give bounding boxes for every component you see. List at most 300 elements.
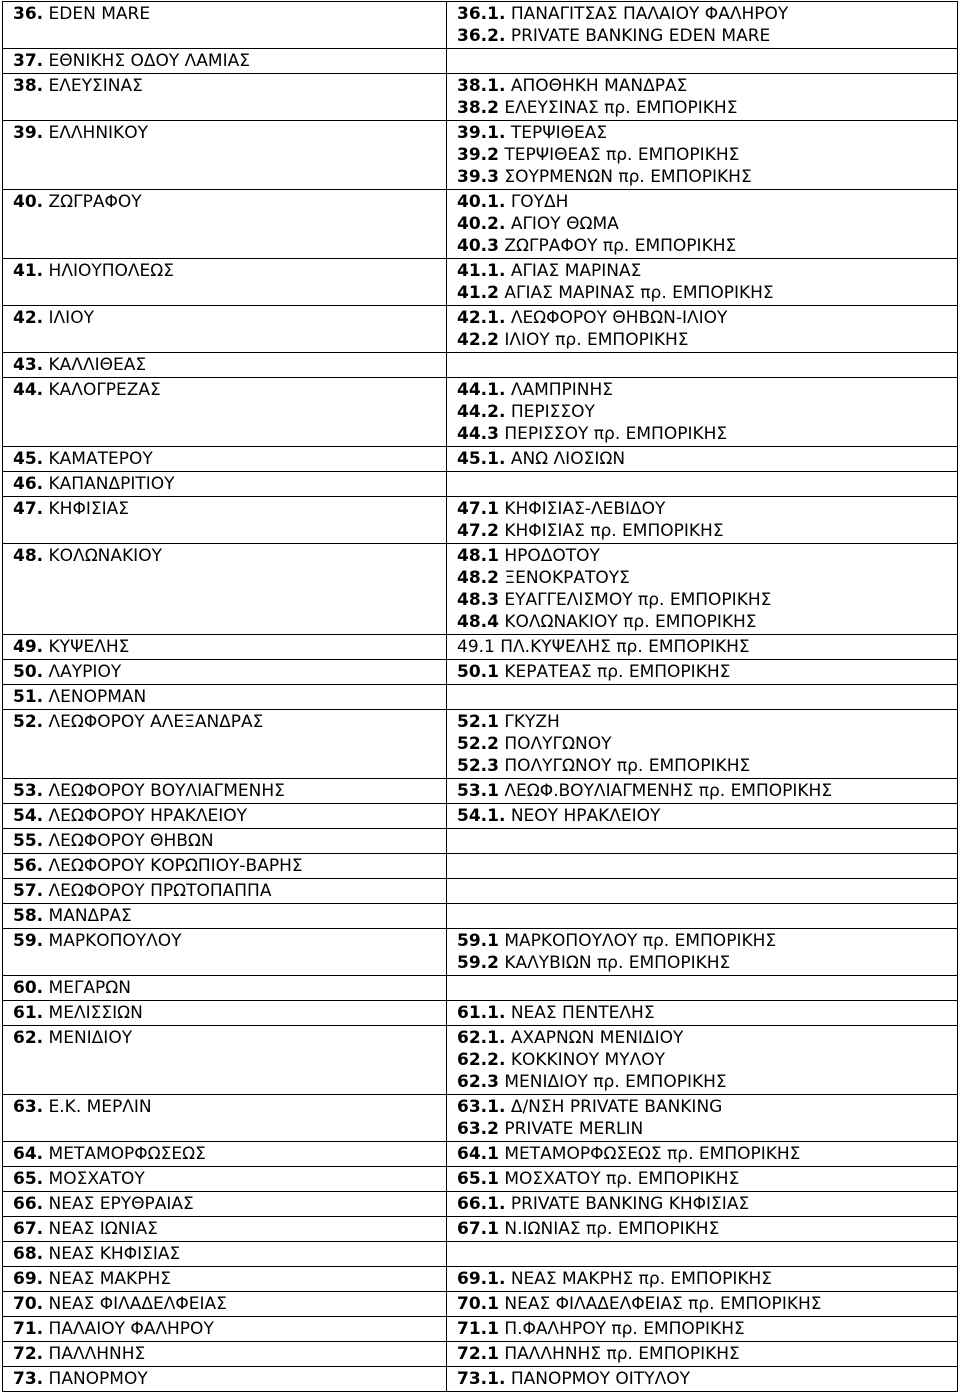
branch-cell	[3, 1242, 447, 1267]
sub-branch-cell	[447, 1342, 958, 1367]
branch-number: 42.	[13, 308, 44, 328]
table-row	[3, 121, 958, 190]
sub-branch-number: 62.1.	[457, 1028, 506, 1048]
branch-name: ΙΛΙΟΥ	[48, 308, 94, 328]
sub-branch-item	[457, 166, 957, 188]
sub-branch-item	[457, 448, 957, 470]
branch-name: EDEN MARE	[48, 4, 151, 24]
branch-cell	[3, 259, 447, 306]
sub-branch-item	[457, 1268, 957, 1290]
sub-branch-item	[457, 307, 957, 329]
sub-branch-number: 59.1	[457, 931, 499, 951]
sub-branch-name: ΕΥΑΓΓΕΛΙΣΜΟΥ πρ. ΕΜΠΟΡΙΚΗΣ	[504, 590, 772, 610]
branch-name: ΛΕΩΦΟΡΟΥ ΘΗΒΩΝ	[48, 831, 214, 851]
sub-branch-name: ΑΓΙΑΣ ΜΑΡΙΝΑΣ πρ. ΕΜΠΟΡΙΚΗΣ	[504, 283, 774, 303]
sub-branch-cell	[447, 1001, 958, 1026]
sub-branch-item	[457, 213, 957, 235]
table-row	[3, 1142, 958, 1167]
table-row	[3, 1167, 958, 1192]
sub-branch-number: 48.2	[457, 568, 499, 588]
branch-cell	[3, 472, 447, 497]
sub-branch-cell	[447, 1026, 958, 1095]
branch-number: 70.	[13, 1294, 44, 1314]
branch-number: 57.	[13, 881, 44, 901]
sub-branch-item	[457, 1293, 957, 1315]
table-row	[3, 190, 958, 259]
sub-branch-name: ΗΡΟΔΟΤΟΥ	[504, 546, 600, 566]
sub-branch-item	[457, 75, 957, 97]
branch-number: 58.	[13, 906, 44, 926]
sub-branch-item	[457, 1193, 957, 1215]
table-row	[3, 829, 958, 854]
branch-number: 61.	[13, 1003, 44, 1023]
sub-branch-item	[457, 235, 957, 257]
sub-branch-number: 40.2.	[457, 214, 506, 234]
sub-branch-number: 48.3	[457, 590, 499, 610]
branch-cell	[3, 1142, 447, 1167]
branch-name: ΜΟΣΧΑΤΟΥ	[48, 1169, 145, 1189]
sub-branch-name: ΞΕΝΟΚΡΑΤΟΥΣ	[504, 568, 630, 588]
sub-branch-cell	[447, 929, 958, 976]
branch-number: 71.	[13, 1319, 44, 1339]
sub-branch-item	[457, 755, 957, 777]
sub-branch-name: PRIVATE BANKING ΚΗΦΙΣΙΑΣ	[510, 1194, 750, 1214]
sub-branch-name: ΝΕΑΣ ΠΕΝΤΕΛΗΣ	[510, 1003, 655, 1023]
sub-branch-number: 39.3	[457, 167, 499, 187]
sub-branch-cell	[447, 74, 958, 121]
sub-branch-name: ΣΟΥΡΜΕΝΩΝ πρ. ΕΜΠΟΡΙΚΗΣ	[504, 167, 752, 187]
sub-branch-item	[457, 780, 957, 802]
sub-branch-item	[457, 1318, 957, 1340]
branch-cell	[3, 49, 447, 74]
branch-number: 49.	[13, 637, 44, 657]
branch-cell	[3, 976, 447, 1001]
branch-number: 54.	[13, 806, 44, 826]
branch-name: ΜΑΝΔΡΑΣ	[48, 906, 132, 926]
sub-branch-name: ΜΕΤΑΜΟΡΦΩΣΕΩΣ πρ. ΕΜΠΟΡΙΚΗΣ	[504, 1144, 801, 1164]
branch-name: ΛΕΩΦΟΡΟΥ ΑΛΕΞΑΝΔΡΑΣ	[48, 712, 264, 732]
sub-branch-cell	[447, 49, 958, 74]
sub-branch-cell	[447, 879, 958, 904]
branch-number: 44.	[13, 380, 44, 400]
sub-branch-number: 49.1	[457, 637, 495, 657]
sub-branch-name: ΑΝΩ ΛΙΟΣΙΩΝ	[510, 449, 626, 469]
branch-number: 47.	[13, 499, 44, 519]
sub-branch-cell	[447, 497, 958, 544]
table-row	[3, 1242, 958, 1267]
sub-branch-number: 39.2	[457, 145, 499, 165]
branch-number: 40.	[13, 192, 44, 212]
sub-branch-cell	[447, 1267, 958, 1292]
sub-branch-cell	[447, 2, 958, 49]
branch-name: ΕΛΛΗΝΙΚΟΥ	[48, 123, 148, 143]
sub-branch-cell	[447, 1167, 958, 1192]
branch-cell	[3, 1167, 447, 1192]
branch-cell	[3, 854, 447, 879]
sub-branch-item	[457, 1368, 957, 1390]
branch-number: 48.	[13, 546, 44, 566]
sub-branch-number: 62.2.	[457, 1050, 506, 1070]
sub-branch-name: ΜΕΝΙΔΙΟΥ πρ. ΕΜΠΟΡΙΚΗΣ	[504, 1072, 727, 1092]
sub-branch-item	[457, 1002, 957, 1024]
branch-name: ΠΑΛΑΙΟΥ ΦΑΛΗΡΟΥ	[48, 1319, 214, 1339]
branch-name: ΝΕΑΣ ΕΡΥΘΡΑΙΑΣ	[48, 1194, 194, 1214]
sub-branch-number: 41.2	[457, 283, 499, 303]
branch-cell	[3, 497, 447, 544]
branch-name: ΚΥΨΕΛΗΣ	[48, 637, 130, 657]
table-row	[3, 710, 958, 779]
sub-branch-name: ΤΕΡΨΙΘΕΑΣ πρ. ΕΜΠΟΡΙΚΗΣ	[504, 145, 740, 165]
table-row	[3, 660, 958, 685]
table-row	[3, 1217, 958, 1242]
table-row	[3, 779, 958, 804]
sub-branch-name: ΚΟΛΩΝΑΚΙΟΥ πρ. ΕΜΠΟΡΙΚΗΣ	[504, 612, 757, 632]
sub-branch-name: ΚΗΦΙΣΙΑΣ-ΛΕΒΙΔΟΥ	[504, 499, 666, 519]
branch-cell	[3, 685, 447, 710]
sub-branch-name: ΝΕΑΣ ΜΑΚΡΗΣ πρ. ΕΜΠΟΡΙΚΗΣ	[510, 1269, 773, 1289]
sub-branch-name: ΑΓΙΑΣ ΜΑΡΙΝΑΣ	[510, 261, 642, 281]
branch-number: 62.	[13, 1028, 44, 1048]
table-row	[3, 1095, 958, 1142]
branch-cell	[3, 829, 447, 854]
branch-name: ΝΕΑΣ ΚΗΦΙΣΙΑΣ	[48, 1244, 181, 1264]
branch-number: 66.	[13, 1194, 44, 1214]
branch-name: ΝΕΑΣ ΦΙΛΑΔΕΛΦΕΙΑΣ	[48, 1294, 227, 1314]
sub-branch-item	[457, 144, 957, 166]
branch-cell	[3, 635, 447, 660]
branch-name: ΚΑΜΑΤΕΡΟΥ	[48, 449, 153, 469]
branch-name: ΠΑΛΛΗΝΗΣ	[48, 1344, 146, 1364]
branch-number: 56.	[13, 856, 44, 876]
branch-cell	[3, 447, 447, 472]
sub-branch-name: Ν.ΙΩΝΙΑΣ πρ. ΕΜΠΟΡΙΚΗΣ	[504, 1219, 720, 1239]
sub-branch-name: ΠΑΛΛΗΝΗΣ πρ. ΕΜΠΟΡΙΚΗΣ	[504, 1344, 740, 1364]
sub-branch-cell	[447, 1367, 958, 1392]
sub-branch-item	[457, 25, 957, 47]
sub-branch-name: ΚΟΚΚΙΝΟΥ ΜΥΛΟΥ	[510, 1050, 665, 1070]
sub-branch-item	[457, 611, 957, 633]
sub-branch-name: ΜΟΣΧΑΤΟΥ πρ. ΕΜΠΟΡΙΚΗΣ	[504, 1169, 740, 1189]
sub-branch-item	[457, 1096, 957, 1118]
branch-number: 64.	[13, 1144, 44, 1164]
table-row	[3, 976, 958, 1001]
sub-branch-cell	[447, 660, 958, 685]
sub-branch-name: ΠΟΛΥΓΩΝΟΥ	[504, 734, 612, 754]
branch-name: ΝΕΑΣ ΙΩΝΙΑΣ	[48, 1219, 158, 1239]
branch-cell	[3, 804, 447, 829]
branch-name: ΛΕΩΦΟΡΟΥ ΠΡΩΤΟΠΑΠΠΑ	[48, 881, 272, 901]
sub-branch-name: ΠΑΝΟΡΜΟΥ ΟΙΤΥΛΟΥ	[510, 1369, 690, 1389]
sub-branch-name: ΚΕΡΑΤΕΑΣ πρ. ΕΜΠΟΡΙΚΗΣ	[504, 662, 731, 682]
branch-cell	[3, 710, 447, 779]
table-row	[3, 306, 958, 353]
sub-branch-cell	[447, 1242, 958, 1267]
sub-branch-item	[457, 1049, 957, 1071]
sub-branch-number: 54.1.	[457, 806, 506, 826]
branch-number: 69.	[13, 1269, 44, 1289]
branch-cell	[3, 1317, 447, 1342]
branch-name: ΚΗΦΙΣΙΑΣ	[48, 499, 129, 519]
sub-branch-number: 65.1	[457, 1169, 499, 1189]
sub-branch-cell	[447, 1217, 958, 1242]
table-row	[3, 929, 958, 976]
branch-cell	[3, 1001, 447, 1026]
table-row	[3, 74, 958, 121]
branch-name: ΕΘΝΙΚΗΣ ΟΔΟΥ ΛΑΜΙΑΣ	[48, 51, 250, 71]
sub-branch-cell	[447, 1317, 958, 1342]
table-row	[3, 1367, 958, 1392]
sub-branch-item	[457, 1168, 957, 1190]
table-row	[3, 472, 958, 497]
sub-branch-item	[457, 1218, 957, 1240]
sub-branch-cell	[447, 447, 958, 472]
sub-branch-name: ΜΑΡΚΟΠΟΥΛΟΥ πρ. ΕΜΠΟΡΙΚΗΣ	[504, 931, 777, 951]
sub-branch-name: ΛΑΜΠΡΙΝΗΣ	[510, 380, 614, 400]
branch-number: 36.	[13, 4, 44, 24]
sub-branch-item	[457, 423, 957, 445]
sub-branch-cell	[447, 854, 958, 879]
branch-name: ΛΕΩΦΟΡΟΥ ΗΡΑΚΛΕΙΟΥ	[48, 806, 248, 826]
sub-branch-cell	[447, 976, 958, 1001]
branch-name: ΕΛΕΥΣΙΝΑΣ	[48, 76, 143, 96]
sub-branch-item	[457, 191, 957, 213]
sub-branch-item	[457, 122, 957, 144]
branch-number: 51.	[13, 687, 44, 707]
sub-branch-number: 73.1.	[457, 1369, 506, 1389]
sub-branch-cell	[447, 544, 958, 635]
sub-branch-item	[457, 1027, 957, 1049]
sub-branch-cell	[447, 804, 958, 829]
branch-number: 73.	[13, 1369, 44, 1389]
table-row	[3, 854, 958, 879]
branch-cell	[3, 306, 447, 353]
branch-number: 38.	[13, 76, 44, 96]
sub-branch-number: 42.1.	[457, 308, 506, 328]
branch-number: 65.	[13, 1169, 44, 1189]
branch-cell	[3, 1367, 447, 1392]
branch-name: ΠΑΝΟΡΜΟΥ	[48, 1369, 148, 1389]
sub-branch-number: 44.2.	[457, 402, 506, 422]
table-row	[3, 879, 958, 904]
branch-cell	[3, 879, 447, 904]
branch-name: ΚΑΛΟΓΡΕΖΑΣ	[48, 380, 161, 400]
sub-branch-cell	[447, 259, 958, 306]
sub-branch-cell	[447, 904, 958, 929]
branch-number: 60.	[13, 978, 44, 998]
sub-branch-item	[457, 711, 957, 733]
sub-branch-number: 44.3	[457, 424, 499, 444]
sub-branch-number: 72.1	[457, 1344, 499, 1364]
table-row	[3, 1001, 958, 1026]
branch-name: ΖΩΓΡΑΦΟΥ	[48, 192, 142, 212]
sub-branch-number: 52.1	[457, 712, 499, 732]
branch-number: 39.	[13, 123, 44, 143]
branch-number: 37.	[13, 51, 44, 71]
sub-branch-number: 44.1.	[457, 380, 506, 400]
sub-branch-name: ΕΛΕΥΣΙΝΑΣ πρ. ΕΜΠΟΡΙΚΗΣ	[504, 98, 738, 118]
branch-name: ΛΕΝΟΡΜΑΝ	[48, 687, 147, 707]
sub-branch-name: PRIVATE BANKING EDEN MARE	[510, 26, 771, 46]
table-row	[3, 2, 958, 49]
branch-number: 52.	[13, 712, 44, 732]
sub-branch-name: ΑΧΑΡΝΩΝ ΜΕΝΙΔΙΟΥ	[510, 1028, 684, 1048]
sub-branch-item	[457, 1118, 957, 1140]
sub-branch-number: 38.2	[457, 98, 499, 118]
branch-number: 50.	[13, 662, 44, 682]
sub-branch-cell	[447, 685, 958, 710]
sub-branch-item	[457, 1071, 957, 1093]
sub-branch-number: 40.1.	[457, 192, 506, 212]
sub-branch-cell	[447, 1095, 958, 1142]
sub-branch-item	[457, 3, 957, 25]
branch-cell	[3, 544, 447, 635]
sub-branch-item	[457, 282, 957, 304]
branch-name: ΝΕΑΣ ΜΑΚΡΗΣ	[48, 1269, 171, 1289]
sub-branch-name: ΤΕΡΨΙΘΕΑΣ	[510, 123, 608, 143]
sub-branch-item	[457, 401, 957, 423]
branch-cell	[3, 121, 447, 190]
sub-branch-item	[457, 733, 957, 755]
sub-branch-number: 53.1	[457, 781, 499, 801]
sub-branch-name: ΓΟΥΔΗ	[510, 192, 569, 212]
sub-branch-item	[457, 379, 957, 401]
sub-branch-item	[457, 97, 957, 119]
branch-name: ΜΕΛΙΣΣΙΩΝ	[48, 1003, 143, 1023]
branch-number: 68.	[13, 1244, 44, 1264]
table-row	[3, 685, 958, 710]
sub-branch-item	[457, 1143, 957, 1165]
branch-name: ΛΕΩΦΟΡΟΥ ΒΟΥΛΙΑΓΜΕΝΗΣ	[48, 781, 285, 801]
table-row	[3, 49, 958, 74]
sub-branch-name: ΑΓΙΟΥ ΘΩΜΑ	[510, 214, 619, 234]
sub-branch-item	[457, 567, 957, 589]
sub-branch-cell	[447, 378, 958, 447]
branch-cell	[3, 1026, 447, 1095]
sub-branch-cell	[447, 1192, 958, 1217]
sub-branch-number: 52.2	[457, 734, 499, 754]
table-row	[3, 378, 958, 447]
sub-branch-number: 62.3	[457, 1072, 499, 1092]
sub-branch-number: 64.1	[457, 1144, 499, 1164]
sub-branch-number: 36.1.	[457, 4, 506, 24]
branch-number: 67.	[13, 1219, 44, 1239]
sub-branch-item	[457, 329, 957, 351]
branch-cell	[3, 1342, 447, 1367]
sub-branch-cell	[447, 710, 958, 779]
branch-number: 46.	[13, 474, 44, 494]
branch-cell	[3, 378, 447, 447]
table-row	[3, 1026, 958, 1095]
branch-table	[2, 1, 958, 1392]
table-row	[3, 804, 958, 829]
branch-name: ΚΟΛΩΝΑΚΙΟΥ	[48, 546, 162, 566]
sub-branch-name: ΠΕΡΙΣΣΟΥ πρ. ΕΜΠΟΡΙΚΗΣ	[504, 424, 728, 444]
sub-branch-item	[457, 952, 957, 974]
branch-name: ΗΛΙΟΥΠΟΛΕΩΣ	[48, 261, 174, 281]
sub-branch-cell	[447, 779, 958, 804]
sub-branch-item	[457, 545, 957, 567]
branch-cell	[3, 660, 447, 685]
branch-number: 55.	[13, 831, 44, 851]
sub-branch-number: 45.1.	[457, 449, 506, 469]
sub-branch-item	[457, 805, 957, 827]
sub-branch-name: ΠΛ.ΚΥΨΕΛΗΣ πρ. ΕΜΠΟΡΙΚΗΣ	[500, 637, 750, 657]
branch-cell	[3, 74, 447, 121]
branch-cell	[3, 1217, 447, 1242]
sub-branch-number: 47.1	[457, 499, 499, 519]
branch-name: Ε.Κ. ΜΕΡΛΙΝ	[48, 1097, 152, 1117]
sub-branch-cell	[447, 1142, 958, 1167]
sub-branch-name: ΛΕΩΦΟΡΟΥ ΘΗΒΩΝ-ΙΛΙΟΥ	[510, 308, 728, 328]
sub-branch-cell	[447, 1292, 958, 1317]
sub-branch-name: ΠΟΛΥΓΩΝΟΥ πρ. ΕΜΠΟΡΙΚΗΣ	[504, 756, 751, 776]
table-row	[3, 635, 958, 660]
branch-cell	[3, 1292, 447, 1317]
sub-branch-cell	[447, 829, 958, 854]
sub-branch-number: 50.1	[457, 662, 499, 682]
sub-branch-number: 39.1.	[457, 123, 506, 143]
sub-branch-number: 71.1	[457, 1319, 499, 1339]
sub-branch-item	[457, 498, 957, 520]
sub-branch-number: 48.1	[457, 546, 499, 566]
table-row	[3, 1342, 958, 1367]
branch-name: ΚΑΛΛΙΘΕΑΣ	[48, 355, 147, 375]
branch-name: ΜΑΡΚΟΠΟΥΛΟΥ	[48, 931, 182, 951]
sub-branch-item	[457, 930, 957, 952]
sub-branch-item	[457, 636, 957, 658]
branch-cell	[3, 779, 447, 804]
branch-number: 63.	[13, 1097, 44, 1117]
sub-branch-name: ΝΕΟΥ ΗΡΑΚΛΕΙΟΥ	[510, 806, 661, 826]
branch-cell	[3, 1267, 447, 1292]
branch-cell	[3, 1095, 447, 1142]
table-row	[3, 447, 958, 472]
sub-branch-number: 41.1.	[457, 261, 506, 281]
sub-branch-cell	[447, 190, 958, 259]
sub-branch-item	[457, 661, 957, 683]
sub-branch-name: ΠΕΡΙΣΣΟΥ	[510, 402, 595, 422]
branch-cell	[3, 929, 447, 976]
branch-table-body	[3, 2, 958, 1392]
sub-branch-name: PRIVATE MERLIN	[504, 1119, 644, 1139]
sub-branch-number: 38.1.	[457, 76, 506, 96]
sub-branch-number: 69.1.	[457, 1269, 506, 1289]
sub-branch-name: ΝΕΑΣ ΦΙΛΑΔΕΛΦΕΙΑΣ πρ. ΕΜΠΟΡΙΚΗΣ	[504, 1294, 822, 1314]
sub-branch-number: 70.1	[457, 1294, 499, 1314]
table-row	[3, 1317, 958, 1342]
branch-name: ΜΕΝΙΔΙΟΥ	[48, 1028, 133, 1048]
sub-branch-item	[457, 1343, 957, 1365]
branch-name: ΚΑΠΑΝΔΡΙΤΙΟΥ	[48, 474, 175, 494]
table-row	[3, 259, 958, 306]
sub-branch-name: ΓΚΥΖΗ	[504, 712, 560, 732]
table-row	[3, 544, 958, 635]
branch-name: ΛΕΩΦΟΡΟΥ ΚΟΡΩΠΙΟΥ-ΒΑΡΗΣ	[48, 856, 303, 876]
sub-branch-number: 66.1.	[457, 1194, 506, 1214]
table-row	[3, 1267, 958, 1292]
sub-branch-item	[457, 520, 957, 542]
branch-number: 72.	[13, 1344, 44, 1364]
sub-branch-cell	[447, 635, 958, 660]
table-row	[3, 353, 958, 378]
sub-branch-cell	[447, 121, 958, 190]
branch-cell	[3, 353, 447, 378]
branch-name: ΛΑΥΡΙΟΥ	[48, 662, 122, 682]
branch-name: ΜΕΤΑΜΟΡΦΩΣΕΩΣ	[48, 1144, 206, 1164]
table-row	[3, 1292, 958, 1317]
sub-branch-number: 67.1	[457, 1219, 499, 1239]
sub-branch-number: 42.2	[457, 330, 499, 350]
